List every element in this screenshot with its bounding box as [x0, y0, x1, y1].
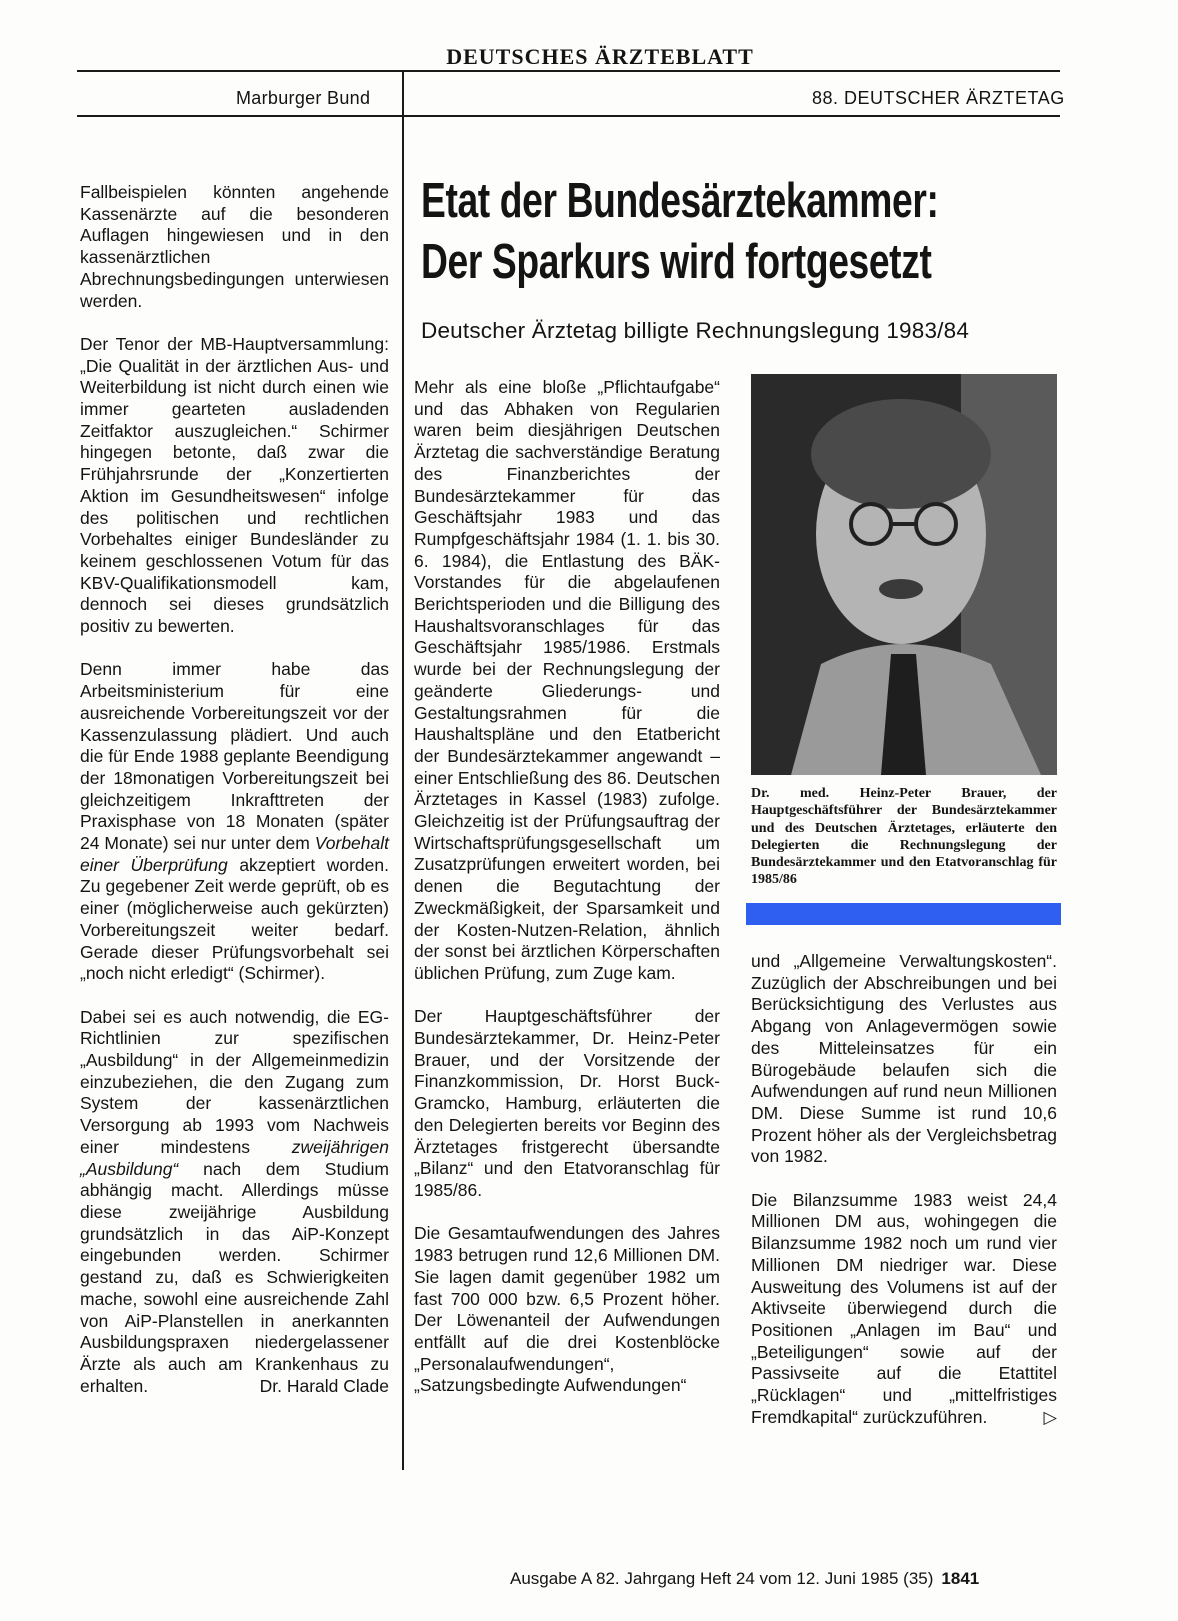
author-byline: Dr. Harald Clade — [259, 1375, 389, 1396]
paragraph: Der Hauptgeschäftsführer der Bundesärztekammer, Dr. Heinz-Peter Brauer, und der Vorsitzende der Finanzkommission, Dr. Horst Buck-Gramcko, Hamburg, erläuterten die den Delegierten bereits vor Beginn des Ärztetages fristgerecht übersandte „Bilanz“ und den Etatvoranschlag für 1985/86. — [414, 1006, 720, 1200]
text-run: Dabei sei es auch notwendig, die EG-Richtlinien zur spezifischen „Ausbildung“ in der Allgemeinmedizin einzubeziehen, die den Zugang zum System der kassenärztlichen Versorgung ab 1993 vom Nachweis einer mindestens — [80, 1006, 389, 1157]
text-run: nach dem Studium abhängig macht. Allerdings müsse diese zweijährige Ausbildung grundsätzlich in das AiP-Konzept eingebunden werden. Schirmer gestand zu, daß es Schwierigkeiten mache, sowohl eine ausreichende Zahl von AiP-Planstellen in anerkannten Ausbildungspraxen niedergelassener Ärzte als auch am Krankenhaus zu erhalten. — [80, 1158, 389, 1396]
section-label-right: 88. DEUTSCHER ÄRZTETAG — [812, 88, 1065, 108]
paragraph — [80, 1007, 389, 1398]
paragraph: Fallbeispielen könnten angehende Kassenärzte auf die besonderen Auflagen hingewiesen und in den kassenärztlichen Abrechnungsbedingungen unterwiesen werden. — [80, 182, 389, 311]
masthead: DEUTSCHES ÄRZTEBLATT — [446, 44, 754, 69]
article-subtitle: Deutscher Ärztetag billigte Rechnungslegung 1983/84 — [421, 318, 970, 343]
issue-info: Ausgabe A 82. Jahrgang Heft 24 vom 12. Juni 1985 (35) — [510, 1569, 934, 1588]
paragraph — [80, 659, 389, 985]
headline-line: Der Sparkurs wird fortgesetzt — [421, 235, 932, 289]
highlight-bar — [746, 903, 1061, 925]
paragraph: Die Gesamtaufwendungen des Jahres 1983 betrugen rund 12,6 Millionen DM. Sie lagen damit gegenüber 1982 um fast 700 000 bzw. 6,5 Prozent höher. Der Löwenanteil der Aufwendungen entfällt auf die drei Kostenblöcke „Personalaufwendungen“, „Satzungsbedingte Aufwendungen“ — [414, 1223, 720, 1396]
paragraph: Mehr als eine bloße „Pflichtaufgabe“ und das Abhaken von Regularien waren beim diesjährigen Deutschen Ärztetag die sachverständige Beratung des Finanzberichtes der Bundesärztekammer für das Geschäftsjahr 1983 und das Rumpfgeschäftsjahr 1984 (1. 1. bis 30. 6. 1984), die Entlastung des BÄK-Vorstandes für die abgelaufenen Berichtsperioden und die Billigung des Haushaltsvoranschlages für das Geschäftsjahr 1985/1986. Erstmals wurde bei der Rechnungslegung der geänderte Gliederungs- und Gestaltungsrahmen für die Haushaltspläne und den Etatbericht der Bundesärztekammer angewandt – einer Entschließung des 86. Deutschen Ärztetages in Kassel (1983) zufolge. Gleichzeitig ist der Prüfungsauftrag der Wirtschaftsprüfungsgesellschaft um Zusatzprüfungen erweitert worden, bei denen die Begutachtung der Zweckmäßigkeit, der Sparsamkeit und der Kosten-Nutzen-Relation, ähnlich der sonst bei ärztlichen Körperschaften üblichen Prüfung, zum Zuge kam. — [414, 377, 720, 983]
continue-arrow-icon: ▷ — [1043, 1406, 1057, 1427]
section-label-left: Marburger Bund — [236, 88, 371, 108]
column-divider-rule — [402, 70, 404, 1470]
page-number: 1841 — [941, 1569, 980, 1588]
page-footer — [510, 1569, 979, 1589]
photo-caption: Dr. med. Heinz-Peter Brauer, der Hauptgeschäftsführer der Bundesärztekammer und des Deutschen Ärztetages, erläuterte den Delegierten die Rechnungslegung der Bundesärztekammer und den Etatvoranschlag für 1985/86 — [751, 786, 1057, 888]
paragraph: Der Tenor der MB-Hauptversammlung: „Die Qualität in der ärztlichen Aus- und Weiterbildung ist nicht durch einen wie immer gearteten ausladenden Zeitfaktor auszugleichen.“ Schirmer hingegen betonte, daß zwar die Frühjahrsrunde der „Konzertierten Aktion im Gesundheitswesen“ infolge des politischen und rechtlichen Vorbehaltes einiger Bundesländer zu keinem geschlossenen Votum für das KBV-Qualifikationsmodell kam, dennoch sei dieses grundsätzlich positiv zu bewerten. — [80, 333, 389, 637]
right-column — [751, 951, 1057, 1428]
article-headline — [421, 171, 939, 293]
text-run: Die Bilanzsumme 1983 weist 24,4 Millionen DM aus, wohingegen die Bilanzsumme 1982 noch um rund vier Millionen DM niedriger war. Diese Ausweitung des Volumens ist auf der Aktivseite überwiegend durch die Positionen „Anlagen im Bau“ und „Beteiligungen“ sowie auf der Passivseite auf die Etattitel „Rücklagen“ und „mittelfristiges Fremdkapital“ zurückzuführen. — [751, 1189, 1057, 1427]
paragraph: und „Allgemeine Verwaltungskosten“. Zuzüglich der Abschreibungen und bei Berücksichtigung des Verlustes aus Abgang von Anlagevermögen sowie des Mitteleinsatzes für ein Bürogebäude belaufen sich die Aufwendungen auf rund neun Millionen DM. Diese Summe ist rund 10,6 Prozent höher als der Vergleichsbetrag von 1982. — [751, 951, 1057, 1167]
emphasis: zweijährigen „Ausbildung“ — [80, 1136, 389, 1179]
top-rule — [77, 70, 1060, 72]
portrait-photo — [751, 374, 1057, 775]
headline-line: Etat der Bundesärztekammer: — [421, 174, 939, 228]
left-column — [80, 182, 389, 1397]
paragraph — [751, 1190, 1057, 1429]
middle-column — [414, 377, 720, 1397]
text-run: akzeptiert worden. Zu gegebener Zeit werde geprüft, ob es einer (möglicherweise auch gekürzten) Vorbereitungszeit weiter bedarf. Gerade dieser Prüfungsvorbehalt sei „noch nicht erledigt“ (Schirmer). — [80, 854, 389, 984]
header-underline-rule — [77, 115, 1060, 117]
emphasis: Vorbehalt einer Überprüfung — [80, 833, 389, 875]
text-run: Denn immer habe das Arbeitsministerium für eine ausreichende Vorbereitungszeit vor der Kassenzulassung plädiert. Und auch die für Ende 1988 geplante Beendigung der 18monatigen Vorbereitungszeit bei gleichzeitigem Inkrafttreten der Praxisphase von 18 Monaten (später 24 Monate) sei nur unter dem — [80, 659, 389, 854]
portrait-illustration — [751, 374, 1057, 775]
